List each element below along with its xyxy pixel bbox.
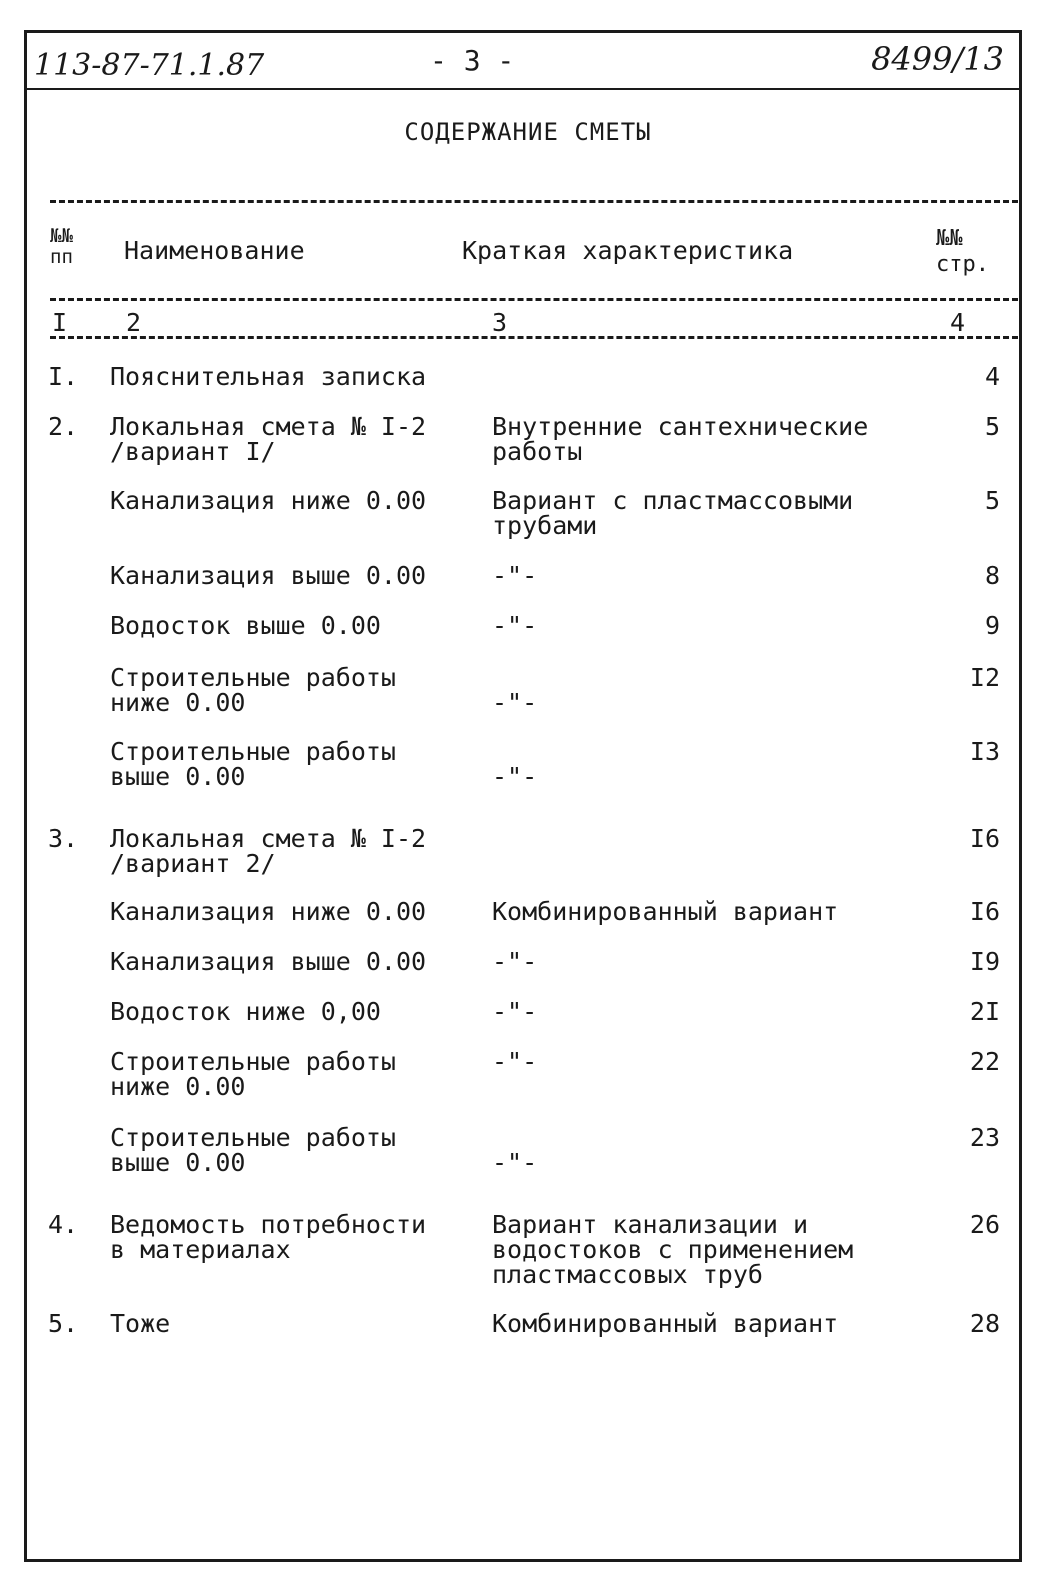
row-page: 8 xyxy=(984,561,1000,590)
column-header-desc: Краткая характеристика xyxy=(462,236,794,265)
row-description: Вариант канализации и водостоков с применением пластмассовых труб xyxy=(492,1210,854,1289)
row-description: -"- xyxy=(492,1047,538,1076)
row-page: 28 xyxy=(969,1309,1000,1338)
column-header-page: №№ стр. xyxy=(936,226,989,277)
row-description: Внутренние сантехнические работы xyxy=(492,412,869,466)
row-name: Водосток выше 0.00 xyxy=(110,611,381,640)
row-name: Канализация выше 0.00 xyxy=(110,947,427,976)
row-number: I. xyxy=(48,362,79,391)
row-name: Строительные работы ниже 0.00 xyxy=(110,663,396,717)
page-number: - 3 - xyxy=(430,44,515,77)
column-number-3: 3 xyxy=(492,308,508,337)
row-page: I6 xyxy=(969,897,1000,926)
row-page: 22 xyxy=(969,1047,1000,1076)
row-description: -"- xyxy=(492,688,538,717)
row-name: Строительные работы выше 0.00 xyxy=(110,1123,396,1177)
row-page: I6 xyxy=(969,824,1000,853)
row-page: 4 xyxy=(984,362,1000,391)
row-description: -"- xyxy=(492,997,538,1026)
row-name: Строительные работы ниже 0.00 xyxy=(110,1047,396,1101)
header-divider-1 xyxy=(50,298,1018,301)
document-code: 113-87-71.1.87 xyxy=(34,48,265,83)
row-page: 5 xyxy=(984,486,1000,515)
row-number: 3. xyxy=(48,824,79,853)
row-description: -"- xyxy=(492,611,538,640)
row-page: I2 xyxy=(969,663,1000,692)
row-page: 5 xyxy=(984,412,1000,441)
row-name: Канализация ниже 0.00 xyxy=(110,897,427,926)
header-divider-2 xyxy=(50,336,1018,339)
sheet-number: 8499/13 xyxy=(871,40,1004,78)
row-name: Ведомость потребности в материалах xyxy=(110,1210,427,1264)
row-page: 9 xyxy=(984,611,1000,640)
row-page: 26 xyxy=(969,1210,1000,1239)
row-description: -"- xyxy=(492,947,538,976)
row-description: Комбинированный вариант xyxy=(492,1309,839,1338)
row-name: Канализация ниже 0.00 xyxy=(110,486,427,515)
row-page: 23 xyxy=(969,1123,1000,1152)
table-top-divider xyxy=(50,200,1018,203)
row-name: Пояснительная записка xyxy=(110,362,427,391)
row-description: -"- xyxy=(492,1148,538,1177)
row-number: 4. xyxy=(48,1210,79,1239)
header-divider xyxy=(24,88,1022,90)
column-number-4: 4 xyxy=(950,308,966,337)
column-number-1: I xyxy=(52,308,68,337)
row-name: Водосток ниже 0,00 xyxy=(110,997,381,1026)
row-description: -"- xyxy=(492,762,538,791)
row-name: Канализация выше 0.00 xyxy=(110,561,427,590)
row-page: 2I xyxy=(969,997,1000,1026)
row-description: Комбинированный вариант xyxy=(492,897,839,926)
row-name: Локальная смета № I-2 /вариант 2/ xyxy=(110,824,427,878)
row-page: I3 xyxy=(969,737,1000,766)
row-number: 5. xyxy=(48,1309,79,1338)
column-header-num: №№ пп xyxy=(50,225,73,268)
row-name: Тоже xyxy=(110,1309,171,1338)
column-header-name: Наименование xyxy=(124,236,305,265)
row-name: Строительные работы выше 0.00 xyxy=(110,737,396,791)
row-number: 2. xyxy=(48,412,79,441)
row-description: -"- xyxy=(492,561,538,590)
row-name: Локальная смета № I-2 /вариант I/ xyxy=(110,412,427,466)
page-title: СОДЕРЖАНИЕ СМЕТЫ xyxy=(404,118,652,146)
row-description: Вариант с пластмассовыми трубами xyxy=(492,486,854,540)
row-page: I9 xyxy=(969,947,1000,976)
column-number-2: 2 xyxy=(126,308,142,337)
